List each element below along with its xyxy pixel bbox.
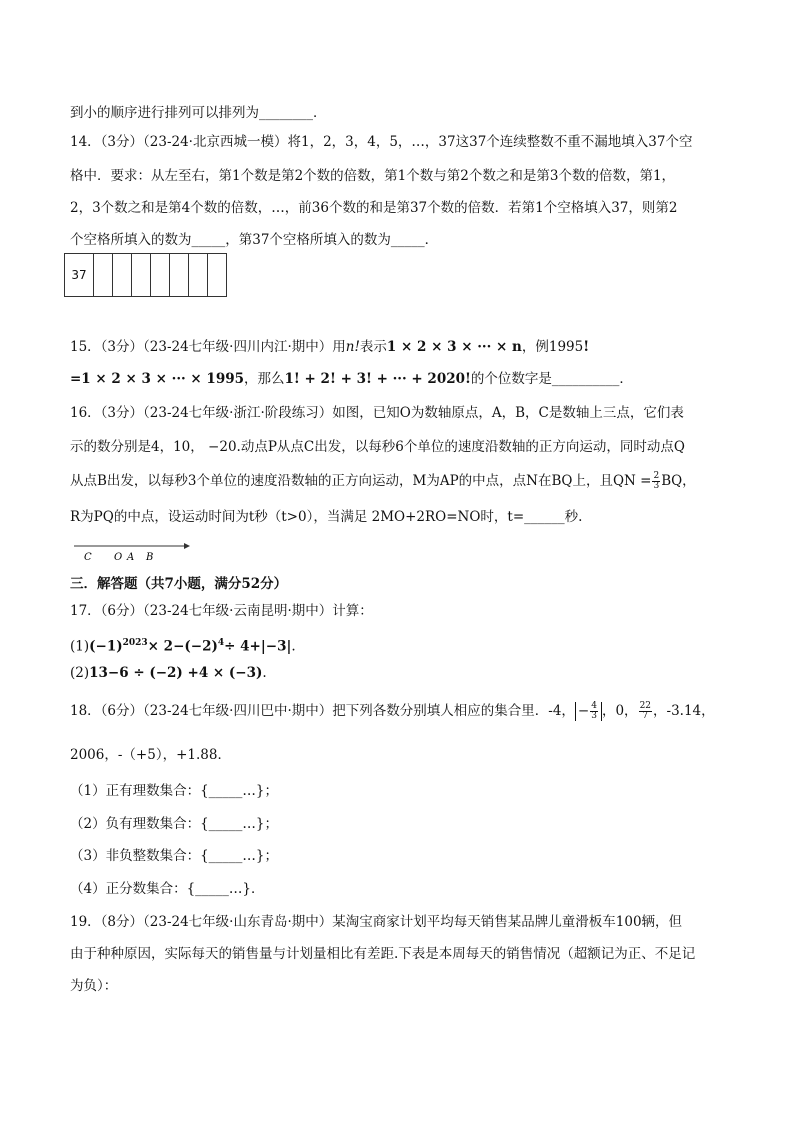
q18-item-3: （3）非负整数集合：{_____…}； xyxy=(70,848,279,864)
q17-p1-label: (1) xyxy=(70,638,90,655)
q16-line3 xyxy=(70,472,696,491)
q16-text-a: 从点B出发，以每秒3个单位的速度沿数轴的正方向运动，M为AP的中点，点N在BQ上，且QN = xyxy=(70,473,652,489)
q18-line2: 2006，-（+5），+1.88． xyxy=(70,747,231,763)
q17-p1-end: ÷ 4+|−3| xyxy=(224,638,292,655)
q15-line1 xyxy=(70,338,589,356)
q16-line4: R为PQ的中点，设运动时间为t秒（t>0），当满足 2MO+2RO=NO时，t=______秒. xyxy=(70,509,583,525)
answer-grid xyxy=(64,253,227,297)
q17-p1-base: (−1) xyxy=(89,638,123,655)
q16-frac-den: 3 xyxy=(653,481,660,491)
q16-text-b: BQ， xyxy=(661,473,696,489)
grid-cell xyxy=(113,254,132,297)
number-line-figure xyxy=(72,540,192,564)
grid-cell xyxy=(189,254,208,297)
q16-line1: 16．（3分）（23-24七年级·浙江·阶段练习）如图，已知O为数轴原点，A，B，C是数轴上三点，它们表 xyxy=(70,405,684,421)
q17-p1-mid: × 2−(−2) xyxy=(147,638,218,655)
q17-p1-period: . xyxy=(291,638,296,655)
q19-line2: 由于种种原因，实际每天的销售量与计划量相比有差距.下表是本周每天的销售情况（超额记为正、不足记 xyxy=(70,946,696,962)
q19-line1: 19．（8分）（23-24七年级·山东青岛·期中）某淘宝商家计划平均每天销售某品牌儿童滑板车100辆，但 xyxy=(70,914,683,930)
q18-abs-value: − $\frac{4}{3}$ xyxy=(575,702,602,721)
q18-item-4: （4）正分数集合：{_____…}． xyxy=(70,881,265,897)
q15-text-c: 表示 xyxy=(359,339,387,355)
axis-label-b: B xyxy=(146,552,154,563)
grid-cell xyxy=(132,254,151,297)
q15-text-e: ，例1995 xyxy=(521,339,584,355)
q17-part1 xyxy=(70,634,296,656)
q15-sum-expr: 1! + 2! + 3! + ··· + 2020! xyxy=(284,371,471,387)
q18-frac-den: 7 xyxy=(642,711,649,721)
grid-cell xyxy=(151,254,170,297)
q17-p1-exp2: 4 xyxy=(217,638,225,648)
q15-line2 xyxy=(70,370,633,388)
q18-line1 xyxy=(70,702,715,721)
q18-abs-fraction xyxy=(590,702,598,721)
q18-text-c: ，-3.14， xyxy=(653,703,715,719)
axis-label-o: O xyxy=(114,552,123,563)
arrow-icon xyxy=(184,543,190,549)
q16-line2: 示的数分别是4，10， −20.动点P从点C出发，以每秒6个单位的速度沿数轴的正方向运动，同时动点Q xyxy=(70,439,685,455)
q18-fraction xyxy=(639,702,652,721)
q17-part2 xyxy=(70,664,267,682)
q18-abs-num: 4 xyxy=(591,701,597,711)
q15-text-a: 15．（3分）（23-24七年级·四川内江·期中）用 xyxy=(70,339,346,355)
q16-frac-num: 2 xyxy=(653,471,660,481)
q14-line4: 个空格所填入的数为_____，第37个空格所填入的数为_____． xyxy=(70,232,439,248)
q17-p1-exp: 2023 xyxy=(122,638,148,648)
grid-cell xyxy=(208,254,227,297)
grid-cell xyxy=(170,254,189,297)
q19-line3: 为负）： xyxy=(70,978,118,994)
axis-label-c: C xyxy=(84,552,92,563)
q15-expr-1995: =1 × 2 × 3 × ··· × 1995 xyxy=(70,371,245,387)
q17-p2-label: (2) xyxy=(70,665,90,681)
q17-p2-expr: 13−6 ÷ (−2) +4 × (−3) xyxy=(89,665,263,681)
q18-frac-num: 22 xyxy=(639,701,652,711)
q16-fraction xyxy=(652,472,660,491)
q15-n-factorial: n! xyxy=(345,339,360,355)
q18-text-a: 18．（6分）（23-24七年级·四川巴中·期中）把下列各数分别填人相应的集合里．-4， xyxy=(70,703,575,719)
q18-item-2: （2）负有理数集合：{_____…}； xyxy=(70,816,279,832)
section-3-heading: 三．解答题（共7小题，满分52分） xyxy=(70,576,288,592)
grid-cell-1: 37 xyxy=(65,254,94,297)
q15-text-d: 的个位数字是__________． xyxy=(470,371,633,387)
q15-exclaim: ! xyxy=(583,339,590,355)
q15-text-b: ，那么 xyxy=(244,371,285,387)
axis-label-a: A xyxy=(127,552,135,563)
q18-text-b: ，0， xyxy=(601,703,638,719)
q17-p2-period: . xyxy=(262,665,267,681)
grid-cell xyxy=(94,254,113,297)
q14-line1: 14．（3分）（23-24·北京西城一模）将1，2，3，4，5，…，37这37个连续整数不重不漏地填入37个空 xyxy=(70,134,693,150)
q15-product-expr: 1 × 2 × 3 × ··· × n xyxy=(386,339,522,355)
q14-line2: 格中．要求：从左至右，第1个数是第2个数的倍数，第1个数与第2个数之和是第3个数的倍数，第1， xyxy=(70,168,676,184)
q18-item-1: （1）正有理数集合：{_____…}； xyxy=(70,783,279,799)
q18-abs-den: 3 xyxy=(591,711,597,721)
q13-tail: 到小的顺序进行排列可以排列为________． xyxy=(70,105,327,121)
q17-title: 17．（6分）（23-24七年级·云南昆明·期中）计算： xyxy=(70,603,373,619)
q14-line3: 2，3个数之和是第4个数的倍数，…，前36个数的和是第37个数的倍数．若第1个空格填入37，则第2 xyxy=(70,200,678,216)
